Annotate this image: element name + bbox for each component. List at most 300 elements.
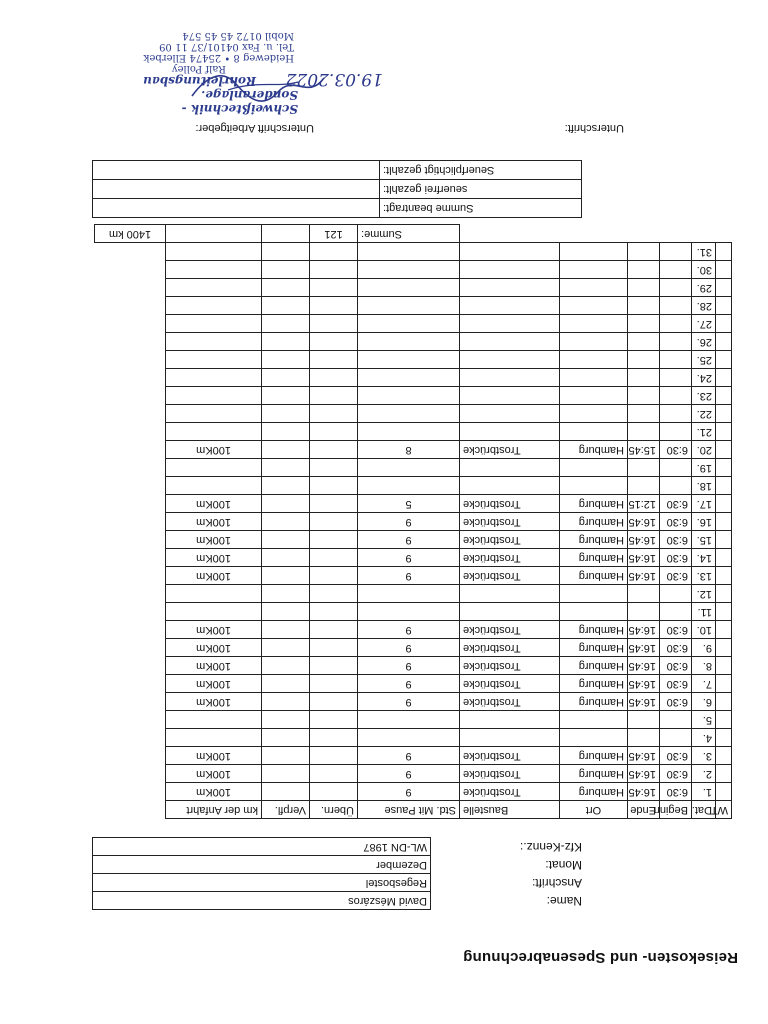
cell-verpfl [262, 495, 310, 513]
cell-uebern [310, 243, 358, 261]
cell-std: 9 [358, 513, 460, 531]
cell-km [166, 315, 262, 333]
header-cell: Ende [628, 801, 660, 819]
cell-wt [716, 513, 732, 531]
cell-verpfl [262, 567, 310, 585]
cell-baustelle: Trostbrücke [460, 441, 560, 459]
cell-beginn: 6:30 [660, 765, 692, 783]
cell-uebern [310, 567, 358, 585]
cell-dat: 12. [692, 585, 716, 603]
totals-row [93, 199, 582, 218]
cell-baustelle [460, 315, 560, 333]
cell-std: 9 [358, 621, 460, 639]
cell-ort: Hamburg [560, 693, 628, 711]
cell-ende: 16:45 [628, 693, 660, 711]
cell-wt [716, 675, 732, 693]
cell-blank [460, 225, 716, 243]
cell-wt [716, 747, 732, 765]
cell-uebern [310, 333, 358, 351]
cell-uebern [310, 585, 358, 603]
cell-beginn [660, 405, 692, 423]
cell-ort: Hamburg [560, 657, 628, 675]
cell-km [166, 459, 262, 477]
cell-baustelle [460, 261, 560, 279]
cell-ende: 12:15 [628, 495, 660, 513]
cell-std [358, 279, 460, 297]
cell-verpfl [262, 657, 310, 675]
header-cell: Baustelle [460, 801, 560, 819]
cell-verpfl [262, 243, 310, 261]
cell-verpfl [262, 585, 310, 603]
stamp-line: Heideweg 8 • 25474 Ellerbek [143, 52, 294, 63]
cell-dat: 2. [692, 765, 716, 783]
cell-beginn [660, 585, 692, 603]
cell-ende [628, 477, 660, 495]
cell-dat: 20. [692, 441, 716, 459]
cell-std: 9 [358, 675, 460, 693]
cell-ort [560, 423, 628, 441]
cell-std [358, 243, 460, 261]
cell-uebern [310, 423, 358, 441]
cell-ort [560, 315, 628, 333]
signature-label: Unterschrift: [564, 122, 624, 134]
cell-wt [716, 405, 732, 423]
cell-std [358, 261, 460, 279]
cell-beginn [660, 279, 692, 297]
cell-baustelle [460, 603, 560, 621]
cell-uebern [310, 459, 358, 477]
cell-wt [716, 387, 732, 405]
cell-baustelle [460, 585, 560, 603]
cell-wt [716, 549, 732, 567]
cell-std: 9 [358, 747, 460, 765]
cell-ort: Hamburg [560, 567, 628, 585]
header-cell: Verpfl. [262, 801, 310, 819]
cell-dat: 6. [692, 693, 716, 711]
cell-ende: 16:45 [628, 567, 660, 585]
cell-beginn [660, 603, 692, 621]
cell-baustelle: Trostbrücke [460, 495, 560, 513]
cell-wt [716, 459, 732, 477]
cell-verpfl [262, 729, 310, 747]
cell-uebern [310, 639, 358, 657]
employer-signature-label: Unterschrift Arbeitgeber: [195, 122, 314, 134]
cell-sum-km: 1400 km [95, 225, 166, 243]
cell-km: 100Km [166, 657, 262, 675]
table-row [95, 603, 732, 621]
cell-beginn [660, 711, 692, 729]
table-row [95, 243, 732, 261]
cell-verpfl [262, 693, 310, 711]
cell-beginn: 6:30 [660, 567, 692, 585]
cell-ort [560, 711, 628, 729]
totals-row [93, 161, 582, 180]
cell-uebern [310, 297, 358, 315]
cell-km [166, 333, 262, 351]
cell-beginn [660, 261, 692, 279]
table-row [95, 549, 732, 567]
cell-verpfl [262, 405, 310, 423]
cell-dat: 24. [692, 369, 716, 387]
header-cell: WT [716, 801, 732, 819]
info-label: Anschrift: [531, 876, 582, 890]
cell-uebern [310, 603, 358, 621]
cell-std [358, 369, 460, 387]
cell-beginn: 6:30 [660, 783, 692, 801]
cell-std [358, 603, 460, 621]
table-row [95, 729, 732, 747]
header-cell: km der Anfahrt [166, 801, 262, 819]
cell-std [358, 333, 460, 351]
totals-value [93, 180, 380, 199]
sum-row [95, 225, 732, 243]
cell-beginn: 6:30 [660, 639, 692, 657]
cell-baustelle [460, 279, 560, 297]
cell-ort: Hamburg [560, 531, 628, 549]
cell-baustelle: Trostbrücke [460, 567, 560, 585]
cell-baustelle [460, 405, 560, 423]
cell-wt [716, 369, 732, 387]
cell-uebern [310, 693, 358, 711]
cell-wt [716, 603, 732, 621]
table-row [95, 315, 732, 333]
cell-wt [716, 441, 732, 459]
cell-dat: 3. [692, 747, 716, 765]
cell-ende [628, 351, 660, 369]
cell-km [166, 729, 262, 747]
cell-km [166, 585, 262, 603]
cell-verpfl [262, 639, 310, 657]
cell-uebern [310, 405, 358, 423]
info-label: Name: [546, 894, 582, 908]
cell-beginn [660, 243, 692, 261]
cell-baustelle [460, 459, 560, 477]
cell-beginn: 6:30 [660, 621, 692, 639]
cell-ort: Hamburg [560, 495, 628, 513]
cell-wt [716, 711, 732, 729]
cell-std: 8 [358, 441, 460, 459]
cell-baustelle [460, 477, 560, 495]
cell-wt [716, 315, 732, 333]
cell-uebern [310, 279, 358, 297]
header-cell: Ort [560, 801, 628, 819]
cell-km: 100Km [166, 693, 262, 711]
cell-wt [716, 333, 732, 351]
cell-beginn [660, 423, 692, 441]
cell-dat: 5. [692, 711, 716, 729]
cell-dat: 31. [692, 243, 716, 261]
table-row [95, 441, 732, 459]
cell-ende: 16:45 [628, 513, 660, 531]
cell-wt [716, 423, 732, 441]
cell-std: 9 [358, 693, 460, 711]
cell-baustelle: Trostbrücke [460, 783, 560, 801]
cell-ort [560, 603, 628, 621]
cell-ende [628, 279, 660, 297]
header-cell: Std. Mit Pause [358, 801, 460, 819]
cell-uebern [310, 351, 358, 369]
cell-wt [716, 495, 732, 513]
totals-row [93, 180, 582, 199]
cell-km [166, 279, 262, 297]
cell-ende [628, 333, 660, 351]
cell-ort: Hamburg [560, 765, 628, 783]
cell-ort [560, 279, 628, 297]
cell-ort [560, 351, 628, 369]
cell-km: 100Km [166, 747, 262, 765]
cell-ort [560, 333, 628, 351]
cell-uebern [310, 747, 358, 765]
cell-verpfl [262, 621, 310, 639]
cell-uebern [310, 495, 358, 513]
cell-ende: 16:45 [628, 531, 660, 549]
cell-beginn [660, 333, 692, 351]
cell-ende [628, 729, 660, 747]
cell-wt [716, 261, 732, 279]
table-row [95, 261, 732, 279]
cell-verpfl [262, 603, 310, 621]
cell-dat: 15. [692, 531, 716, 549]
cell-verpfl [262, 297, 310, 315]
cell-std [358, 423, 460, 441]
cell-verpfl [262, 261, 310, 279]
cell-std: 9 [358, 639, 460, 657]
cell-beginn [660, 387, 692, 405]
cell-verpfl [262, 765, 310, 783]
cell-std [358, 711, 460, 729]
cell-ort: Hamburg [560, 639, 628, 657]
time-sheet-table [94, 224, 732, 819]
cell-wt [716, 783, 732, 801]
cell-verpfl [262, 711, 310, 729]
cell-baustelle: Trostbrücke [460, 531, 560, 549]
cell-verpfl [262, 333, 310, 351]
cell-uebern [310, 729, 358, 747]
cell-verpfl [262, 369, 310, 387]
cell-uebern [310, 441, 358, 459]
cell-km [166, 387, 262, 405]
cell-beginn [660, 297, 692, 315]
cell-km: 100Km [166, 549, 262, 567]
cell-ort [560, 243, 628, 261]
cell-verpfl [262, 513, 310, 531]
table-row [95, 621, 732, 639]
cell-ort [560, 297, 628, 315]
info-row-address [93, 874, 583, 892]
cell-ende: 15:45 [628, 441, 660, 459]
cell-wt [716, 243, 732, 261]
cell-dat: 26. [692, 333, 716, 351]
cell-km [166, 477, 262, 495]
info-value: Regesbostel [93, 874, 431, 892]
cell-ort [560, 387, 628, 405]
cell-beginn: 6:30 [660, 693, 692, 711]
table-row [95, 657, 732, 675]
cell-uebern [310, 369, 358, 387]
cell-baustelle: Trostbrücke [460, 675, 560, 693]
table-row [95, 297, 732, 315]
cell-dat: 10. [692, 621, 716, 639]
stamp-line: Mobil 0172 45 45 574 [182, 30, 294, 41]
cell-verpfl [262, 351, 310, 369]
cell-baustelle: Trostbrücke [460, 621, 560, 639]
stamp-line: Rohrleitungsbau [143, 74, 256, 88]
page-title: Reisekosten- und Spesenabrechnung [463, 949, 738, 966]
cell-uebern [310, 315, 358, 333]
cell-dat: 25. [692, 351, 716, 369]
stamp-line: Ralf Polley [171, 63, 226, 74]
table-row [95, 423, 732, 441]
cell-uebern [310, 261, 358, 279]
cell-uebern [310, 531, 358, 549]
totals-label: seuerfrei gezahlt: [380, 180, 582, 199]
cell-km [166, 423, 262, 441]
cell-blank [166, 225, 262, 243]
cell-ende [628, 315, 660, 333]
cell-ort: Hamburg [560, 441, 628, 459]
table-row [95, 747, 732, 765]
cell-dat: 18. [692, 477, 716, 495]
cell-dat: 22. [692, 405, 716, 423]
cell-ende [628, 261, 660, 279]
cell-baustelle [460, 729, 560, 747]
cell-uebern [310, 549, 358, 567]
info-table [92, 837, 582, 910]
cell-ort: Hamburg [560, 621, 628, 639]
cell-verpfl [262, 459, 310, 477]
cell-km: 100Km [166, 765, 262, 783]
cell-km: 100Km [166, 495, 262, 513]
table-row [95, 675, 732, 693]
cell-baustelle [460, 351, 560, 369]
cell-uebern [310, 621, 358, 639]
cell-ende: 16:45 [628, 765, 660, 783]
header-cell: Übern. [310, 801, 358, 819]
cell-beginn [660, 351, 692, 369]
cell-baustelle: Trostbrücke [460, 765, 560, 783]
header-row [95, 801, 732, 819]
cell-ende [628, 711, 660, 729]
cell-blank [716, 225, 732, 243]
cell-std [358, 405, 460, 423]
cell-wt [716, 693, 732, 711]
table-row [95, 639, 732, 657]
table-row [95, 477, 732, 495]
cell-wt [716, 567, 732, 585]
table-row [95, 459, 732, 477]
info-label: Kfz-Kennz.: [519, 840, 582, 854]
cell-ende [628, 387, 660, 405]
cell-ort [560, 729, 628, 747]
cell-wt [716, 765, 732, 783]
cell-std: 9 [358, 657, 460, 675]
cell-ende: 16:45 [628, 783, 660, 801]
cell-verpfl [262, 387, 310, 405]
cell-uebern [310, 783, 358, 801]
cell-beginn [660, 477, 692, 495]
cell-ende [628, 297, 660, 315]
cell-km: 100Km [166, 675, 262, 693]
cell-ort [560, 477, 628, 495]
cell-uebern [310, 387, 358, 405]
totals-label: Seuerfplichtigt gezahlt: [380, 161, 582, 180]
cell-ort: Hamburg [560, 675, 628, 693]
cell-ort: Hamburg [560, 747, 628, 765]
cell-ende: 16:45 [628, 549, 660, 567]
table-row [95, 387, 732, 405]
cell-ende: 16:45 [628, 675, 660, 693]
cell-wt [716, 531, 732, 549]
cell-km: 100Km [166, 567, 262, 585]
cell-ort: Hamburg [560, 549, 628, 567]
table-row [95, 495, 732, 513]
cell-dat: 27. [692, 315, 716, 333]
cell-ende: 16:45 [628, 747, 660, 765]
cell-baustelle [460, 243, 560, 261]
cell-dat: 9. [692, 639, 716, 657]
info-row-plate [93, 838, 583, 856]
cell-dat: 29. [692, 279, 716, 297]
cell-std [358, 387, 460, 405]
cell-beginn: 6:30 [660, 531, 692, 549]
cell-std [358, 459, 460, 477]
cell-beginn: 6:30 [660, 657, 692, 675]
cell-verpfl [262, 549, 310, 567]
cell-dat: 11. [692, 603, 716, 621]
cell-std [358, 351, 460, 369]
cell-std [358, 477, 460, 495]
cell-km: 100Km [166, 531, 262, 549]
cell-baustelle: Trostbrücke [460, 639, 560, 657]
cell-dat: 8. [692, 657, 716, 675]
cell-ende [628, 243, 660, 261]
cell-ort [560, 459, 628, 477]
time-sheet-body [95, 225, 732, 819]
cell-std: 5 [358, 495, 460, 513]
cell-uebern [310, 675, 358, 693]
table-row [95, 567, 732, 585]
info-label: Monat: [545, 858, 582, 872]
cell-baustelle [460, 711, 560, 729]
cell-km [166, 261, 262, 279]
cell-km [166, 369, 262, 387]
cell-wt [716, 351, 732, 369]
cell-dat: 30. [692, 261, 716, 279]
cell-verpfl [262, 423, 310, 441]
cell-km: 100Km [166, 783, 262, 801]
cell-ort [560, 585, 628, 603]
cell-std: 9 [358, 567, 460, 585]
cell-ort [560, 405, 628, 423]
cell-beginn: 6:30 [660, 549, 692, 567]
cell-beginn: 6:30 [660, 441, 692, 459]
handwritten-date: 19.03.2022 [285, 69, 383, 89]
info-value: Dezember [93, 856, 431, 874]
cell-beginn: 6:30 [660, 513, 692, 531]
cell-baustelle: Trostbrücke [460, 747, 560, 765]
totals-table [92, 160, 582, 218]
cell-wt [716, 729, 732, 747]
cell-km: 100Km [166, 513, 262, 531]
cell-verpfl [262, 531, 310, 549]
cell-blank [262, 225, 310, 243]
cell-wt [716, 639, 732, 657]
cell-verpfl [262, 315, 310, 333]
cell-uebern [310, 711, 358, 729]
cell-wt [716, 477, 732, 495]
cell-verpfl [262, 477, 310, 495]
cell-ende: 16:45 [628, 657, 660, 675]
